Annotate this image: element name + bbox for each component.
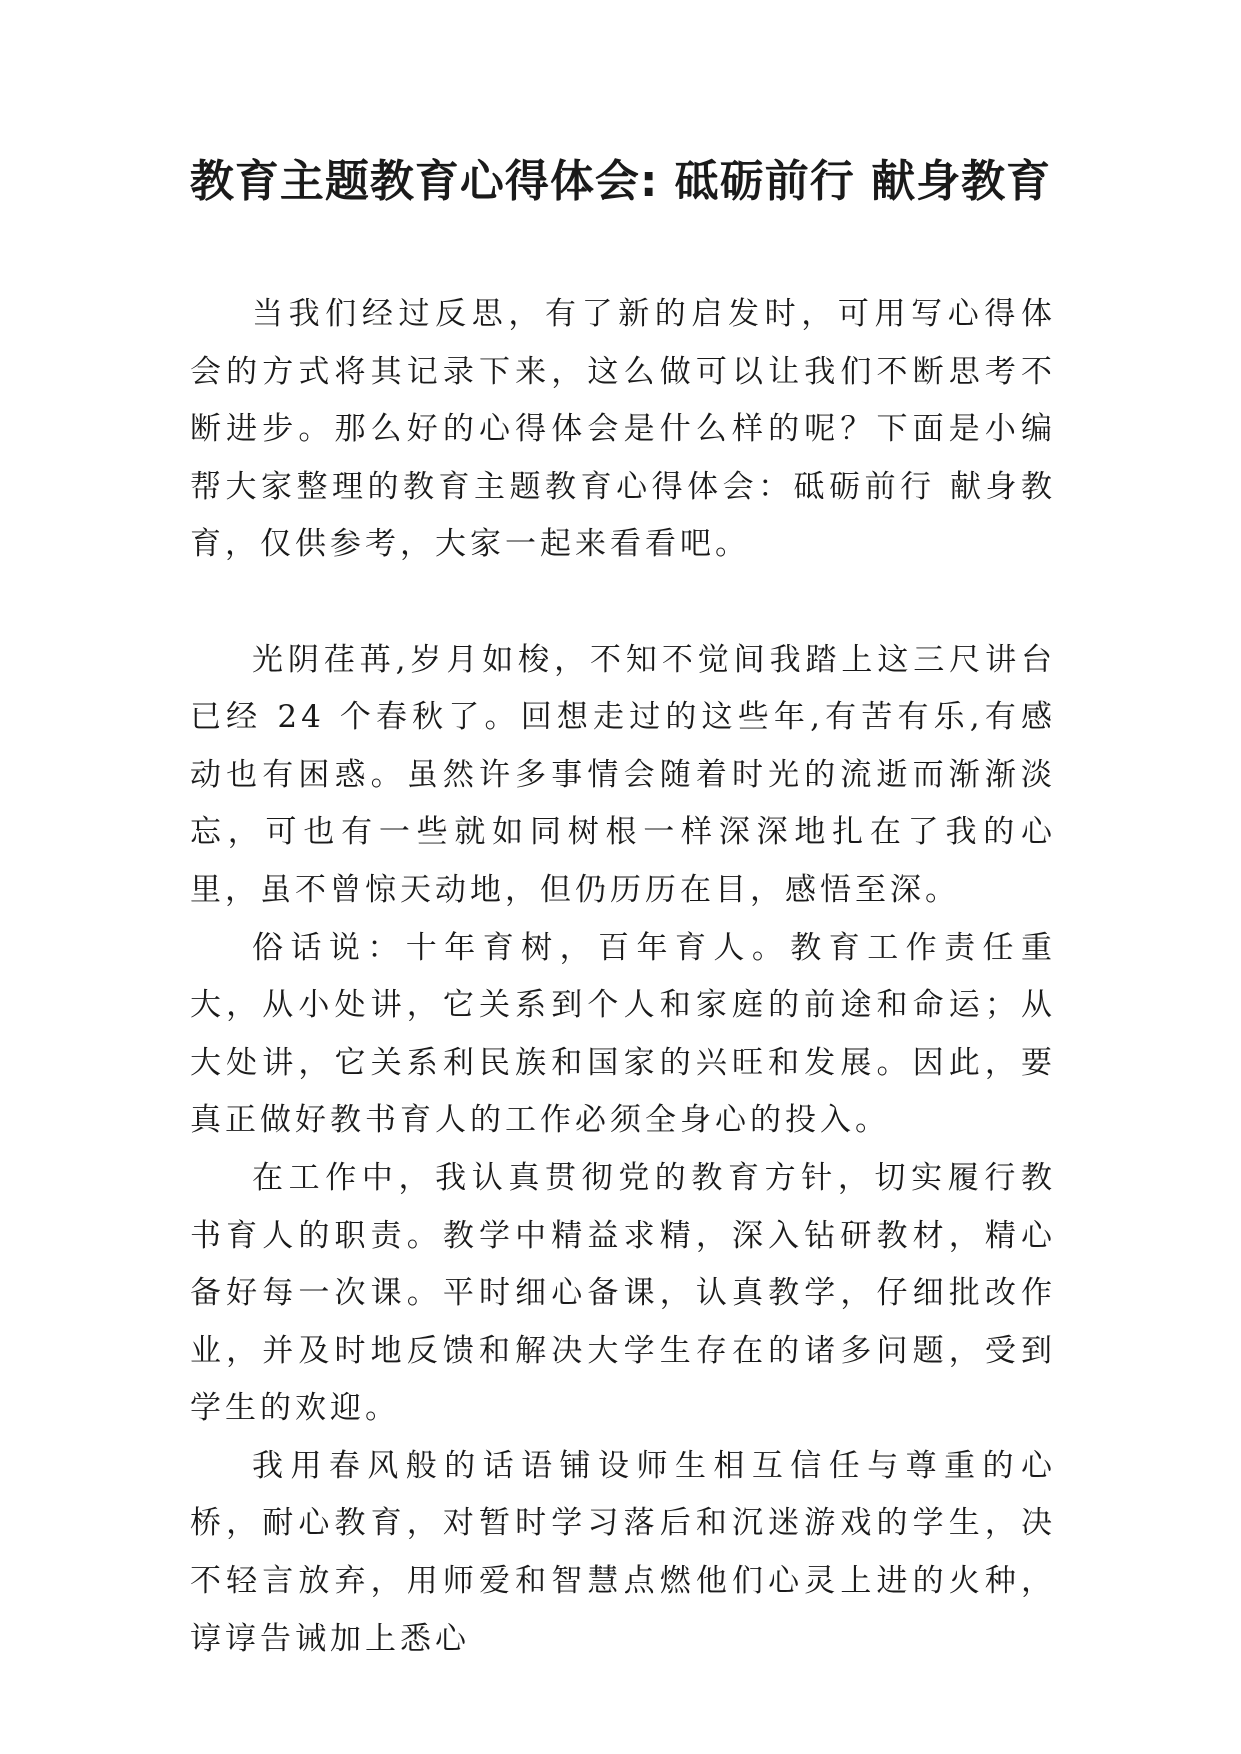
paragraph-work-duties: 在工作中，我认真贯彻党的教育方针，切实履行教书育人的职责。教学中精益求精，深入钻研教材，精心备好每一次课。平时细心备课，认真教学，仔细批改作业，并及时地反馈和解决大学生存在的诸多问题，受到学生的欢迎。 <box>190 1159 1056 1427</box>
paragraph-intro: 当我们经过反思，有了新的启发时，可用写心得体会的方式将其记录下来，这么做可以让我们不断思考不断进步。那么好的心得体会是什么样的呢？下面是小编帮大家整理的教育主题教育心得体会：砥砺前行 献身教育，仅供参考，大家一起来看看吧。 <box>190 296 1056 563</box>
document-body <box>190 286 1056 1668</box>
paragraph-years-of-teaching: 光阴荏苒,岁月如梭，不知不觉间我踏上这三尺讲台已经 24 个春秋了。回想走过的这些年,有苦有乐,有感动也有困惑。虽然许多事情会随着时光的流逝而渐渐淡忘，可也有一些就如同树根一样深深地扎在了我的心里，虽不曾惊天动地，但仍历历在目，感悟至深。 <box>190 641 1056 908</box>
paragraph-teacher-student-bridge: 我用春风般的话语铺设师生相互信任与尊重的心桥，耐心教育，对暂时学习落后和沉迷游戏的学生，决不轻言放弃，用师爱和智慧点燃他们心灵上进的火种，谆谆告诫加上悉心 <box>190 1447 1056 1657</box>
paragraph-education-responsibility: 俗话说：十年育树，百年育人。教育工作责任重大，从小处讲，它关系到个人和家庭的前途和命运；从大处讲，它关系利民族和国家的兴旺和发展。因此，要真正做好教书育人的工作必须全身心的投入。 <box>190 929 1056 1139</box>
document-title: 教育主题教育心得体会: 砥砺前行 献身教育 <box>189 156 1052 207</box>
